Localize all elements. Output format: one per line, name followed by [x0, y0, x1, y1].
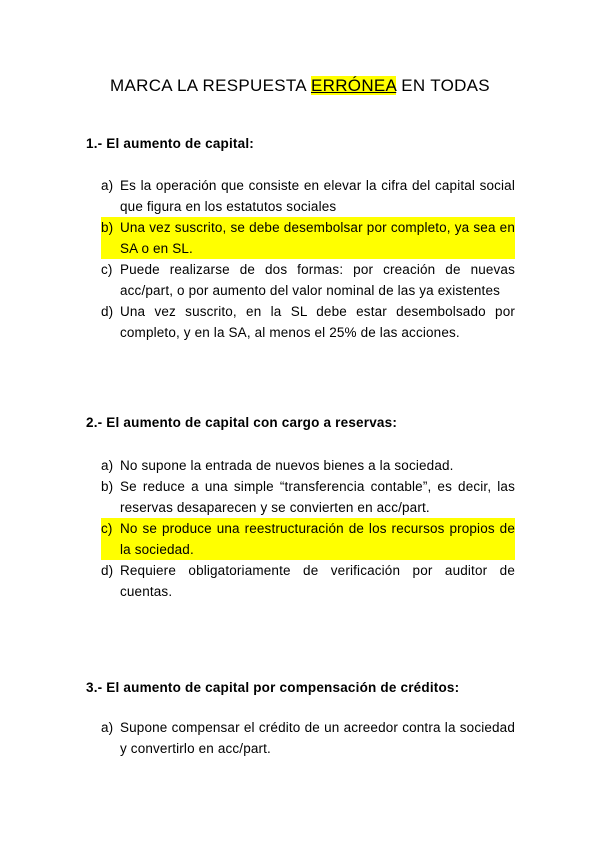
option-letter: a): [101, 178, 114, 193]
option-letter: a): [101, 720, 114, 735]
option-text: No se produce una reestructuración de los recursos propios de la sociedad.: [120, 521, 515, 557]
option-letter: c): [101, 262, 113, 277]
option-3a: [101, 717, 515, 759]
question-2-options: [101, 455, 515, 602]
option-letter: c): [101, 521, 113, 536]
option-letter: d): [101, 563, 114, 578]
title-prefix: MARCA LA RESPUESTA: [110, 76, 311, 95]
option-1b: [101, 217, 515, 259]
option-2a: [101, 455, 515, 476]
option-1d: [101, 301, 515, 343]
option-letter: b): [101, 220, 114, 235]
option-text: Es la operación que consiste en elevar la cifra del capital social que figura en los estatutos sociales: [120, 178, 515, 214]
page-title: [0, 76, 600, 96]
option-text: Supone compensar el crédito de un acreedor contra la sociedad y convertirlo en acc/part.: [120, 720, 515, 756]
option-2d: [101, 560, 515, 602]
title-suffix: EN TODAS: [396, 76, 490, 95]
option-text: Requiere obligatoriamente de verificación por auditor de cuentas.: [120, 563, 515, 599]
question-3-heading: 3.- El aumento de capital por compensación de créditos:: [86, 680, 460, 695]
option-1a: [101, 175, 515, 217]
option-text: Una vez suscrito, en la SL debe estar desembolsado por completo, y en la SA, al menos el 25% de las acciones.: [120, 304, 515, 340]
question-1-options: [101, 175, 515, 343]
title-highlight: ERRÓNEA: [311, 76, 397, 95]
option-letter: b): [101, 479, 114, 494]
option-1c: [101, 259, 515, 301]
option-2b: [101, 476, 515, 518]
option-letter: d): [101, 304, 114, 319]
option-text: Se reduce a una simple “transferencia contable”, es decir, las reservas desaparecen y se convierten en acc/part.: [120, 479, 515, 515]
option-letter: a): [101, 458, 114, 473]
option-text: No supone la entrada de nuevos bienes a la sociedad.: [120, 458, 454, 473]
question-1-heading: 1.- El aumento de capital:: [86, 136, 254, 151]
option-2c: [101, 518, 515, 560]
option-text: Puede realizarse de dos formas: por creación de nuevas acc/part, o por aumento del valor nominal de las ya existentes: [120, 262, 515, 298]
question-2-heading: 2.- El aumento de capital con cargo a reservas:: [86, 415, 398, 430]
option-text: Una vez suscrito, se debe desembolsar por completo, ya sea en SA o en SL.: [120, 220, 515, 256]
question-3-options: [101, 717, 515, 759]
